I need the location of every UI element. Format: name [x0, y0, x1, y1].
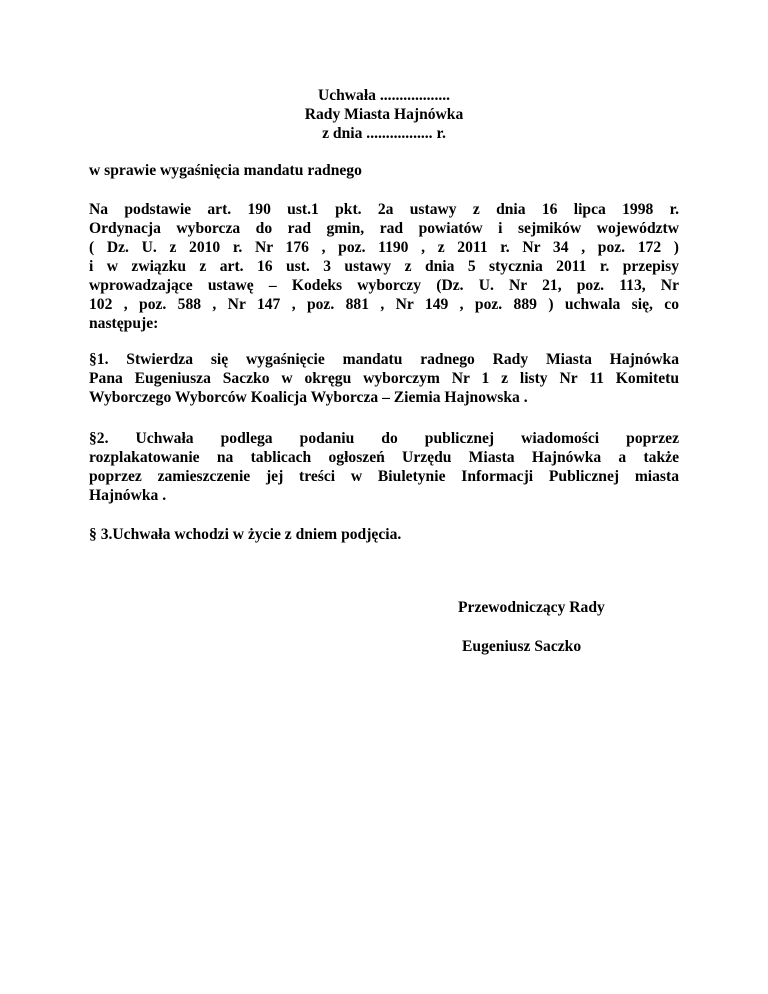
resolution-date: z dnia ................. r.	[322, 125, 446, 142]
paragraph-line: i w związku z art. 16 ust. 3 ustawy z dnia 5 stycznia 2011 r. przepisy	[89, 258, 679, 275]
paragraph-line: Wyborczego Wyborców Koalicja Wyborcza – Ziemia Hajnowska .	[89, 389, 528, 406]
paragraph-line: rozplakatowanie na tablicach ogłoszeń Urzędu Miasta Hajnówka a także	[89, 449, 679, 466]
signatory-name: Eugeniusz Saczko	[462, 638, 582, 655]
paragraph-line: następuje:	[89, 315, 159, 332]
paragraph-line: Hajnówka .	[89, 487, 167, 504]
section-3-paragraph	[89, 525, 679, 544]
resolution-title: Uchwała ..................	[317, 87, 451, 104]
section-1-paragraph	[89, 350, 679, 407]
legal-basis-paragraph	[89, 200, 679, 333]
resolution-subject: w sprawie wygaśnięcia mandatu radnego	[89, 162, 362, 179]
paragraph-line: §2. Uchwała podlega podaniu do publicznej wiadomości poprzez	[89, 430, 679, 447]
paragraph-line: § 3.Uchwała wchodzi w życie z dniem podjęcia.	[89, 526, 402, 543]
paragraph-line: wprowadzające ustawę – Kodeks wyborczy (Dz. U. Nr 21, poz. 113, Nr	[89, 277, 679, 294]
resolution-header	[0, 86, 768, 143]
paragraph-line: Ordynacja wyborcza do rad gmin, rad powiatów i sejmików województw	[89, 220, 679, 237]
paragraph-line: Pana Eugeniusza Saczko w okręgu wyborczym Nr 1 z listy Nr 11 Komitetu	[89, 370, 679, 387]
paragraph-line: Na podstawie art. 190 ust.1 pkt. 2a ustawy z dnia 16 lipca 1998 r.	[89, 201, 679, 218]
council-name: Rady Miasta Hajnówka	[304, 106, 464, 123]
section-2-paragraph	[89, 429, 679, 505]
paragraph-line: poprzez zamieszczenie jej treści w Biuletynie Informacji Publicznej miasta	[89, 468, 679, 485]
paragraph-line: 102 , poz. 588 , Nr 147 , poz. 881 , Nr 149 , poz. 889 ) uchwala się, co	[89, 296, 679, 313]
signatory-role: Przewodniczący Rady	[458, 599, 605, 616]
paragraph-line: ( Dz. U. z 2010 r. Nr 176 , poz. 1190 , z 2011 r. Nr 34 , poz. 172 )	[89, 239, 679, 256]
paragraph-line: §1. Stwierdza się wygaśnięcie mandatu radnego Rady Miasta Hajnówka	[89, 351, 679, 368]
